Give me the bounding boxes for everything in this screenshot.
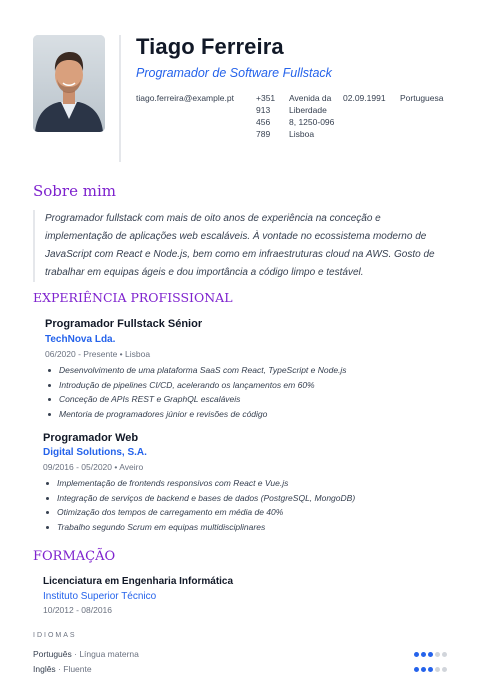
job-title: Programador Fullstack Sénior xyxy=(45,318,203,330)
level-dot-filled xyxy=(421,652,426,657)
language-label: Inglês · Fluente xyxy=(33,664,92,674)
about-summary: Programador fullstack com mais de oito anos de experiência na conceção e implementação de aplicações web escaláveis. À vontade no ecossistema moderno de JavaScript com React e Node.js, bem como em infraestruturas cloud na AWS. Gosto de trabalhar em equipas ágeis e dou importância a código limpo e testável. xyxy=(33,210,451,282)
language-level-dots xyxy=(414,667,447,672)
contact-nationality: Portuguesa xyxy=(400,93,444,103)
experience-section-title: EXPERIÊNCIA PROFISSIONAL xyxy=(33,290,233,305)
header-divider xyxy=(119,35,121,162)
language-row xyxy=(33,649,447,661)
about-section-title: Sobre mim xyxy=(33,182,116,200)
language-level: Língua materna xyxy=(79,649,139,659)
job-bullet: Trabalho segundo Scrum em equipas multidisciplinares xyxy=(43,520,355,535)
person-portrait-icon xyxy=(33,35,105,132)
language-name: Inglês xyxy=(33,664,56,674)
language-level: Fluente xyxy=(63,664,92,674)
level-dot-empty xyxy=(435,652,440,657)
job-company: Digital Solutions, S.A. xyxy=(43,447,147,458)
job-bullets xyxy=(45,363,347,421)
contact-email: tiago.ferreira@example.pt xyxy=(136,93,234,103)
job-meta: 09/2016 - 05/2020 • Aveiro xyxy=(43,462,144,472)
language-row xyxy=(33,664,447,676)
job-company: TechNova Lda. xyxy=(45,334,116,345)
languages-heading: IDIOMAS xyxy=(33,632,77,639)
job-role: Programador de Software Fullstack xyxy=(136,66,332,80)
education-degree: Licenciatura em Engenharia Informática xyxy=(43,576,234,587)
education-school: Instituto Superior Técnico xyxy=(43,591,157,602)
education-section-title: FORMAÇÃO xyxy=(33,549,116,564)
job-bullet: Conceção de APIs REST e GraphQL escaláveis xyxy=(45,392,347,407)
level-dot-empty xyxy=(442,667,447,672)
language-level-dots xyxy=(414,652,447,657)
level-dot-empty xyxy=(442,652,447,657)
language-label: Português · Língua materna xyxy=(33,649,139,659)
job-bullet: Mentoria de programadores júnior e revisões de código xyxy=(45,407,347,422)
job-bullet: Integração de serviços de backend e bases de dados (PostgreSQL, MongoDB) xyxy=(43,491,355,506)
level-dot-empty xyxy=(435,667,440,672)
contact-phone: +351 913 456 789 xyxy=(256,93,276,139)
language-name: Português xyxy=(33,649,72,659)
level-dot-filled xyxy=(421,667,426,672)
job-bullet: Otimização dos tempos de carregamento em média de 40% xyxy=(43,505,355,520)
level-dot-filled xyxy=(428,667,433,672)
contact-birthdate: 02.09.1991 xyxy=(343,93,386,103)
job-bullet: Implementação de frontends responsivos com React e Vue.js xyxy=(43,476,355,491)
job-bullets xyxy=(43,476,355,534)
job-bullet: Desenvolvimento de uma plataforma SaaS com React, TypeScript e Node.js xyxy=(45,363,347,378)
job-bullet: Introdução de pipelines CI/CD, acelerando os lançamentos em 60% xyxy=(45,378,347,393)
level-dot-filled xyxy=(428,652,433,657)
contact-address: Avenida da Liberdade 8, 1250-096 Lisboa xyxy=(289,93,335,139)
job-meta: 06/2020 - Presente • Lisboa xyxy=(45,349,151,359)
profile-photo xyxy=(33,35,105,132)
level-dot-filled xyxy=(414,652,419,657)
level-dot-filled xyxy=(414,667,419,672)
education-dates: 10/2012 - 08/2016 xyxy=(43,605,113,615)
candidate-name: Tiago Ferreira xyxy=(136,34,284,59)
job-title: Programador Web xyxy=(43,432,139,444)
